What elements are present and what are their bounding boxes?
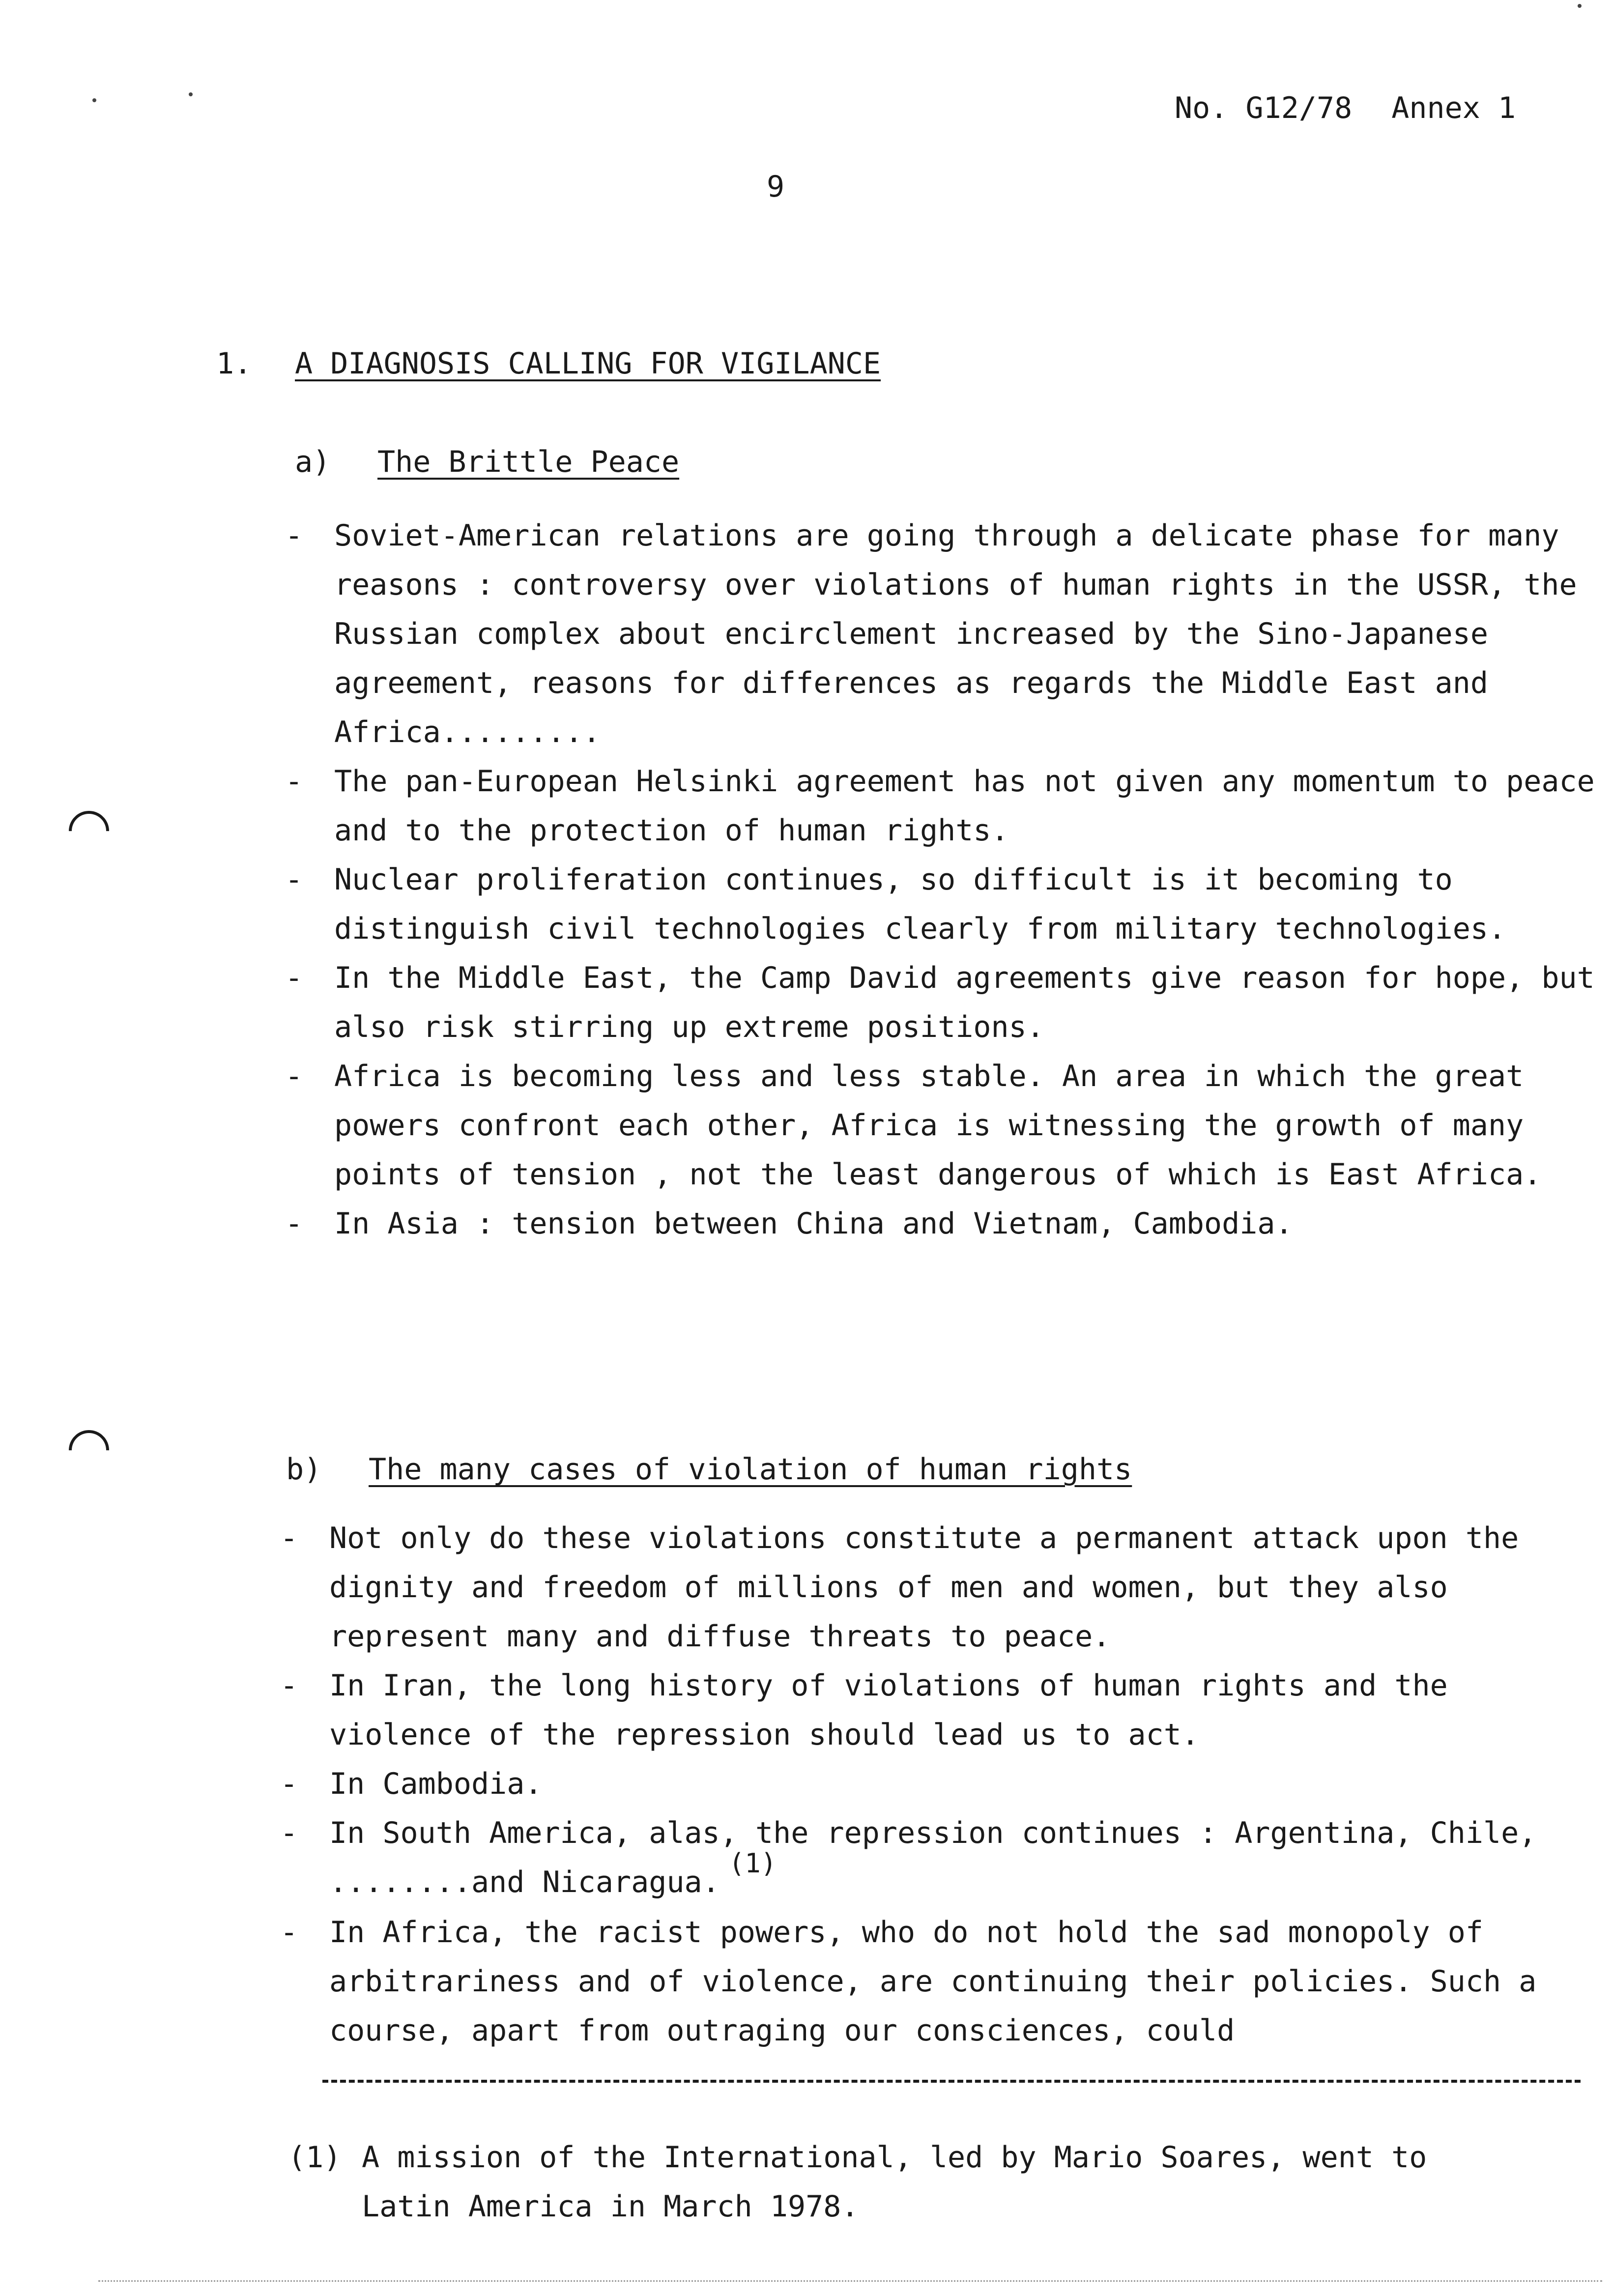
list-item: - In South America, alas, the repression continues : Argentina, Chile, ........and Nicaragua.(1)	[280, 1808, 1597, 1908]
subsection-b-label: b)	[286, 1452, 322, 1487]
list-item: - In Africa, the racist powers, who do not hold the sad monopoly of arbitrariness and of violence, are continuing their policies. Such a course, apart from outraging our consciences, could	[280, 1908, 1597, 2055]
list-item: - In Iran, the long history of violations of human rights and the violence of the repression should lead us to act.	[280, 1661, 1597, 1759]
page-bottom-edge	[98, 2280, 1602, 2282]
footnote	[288, 2133, 1595, 2231]
subsection-b-title: The many cases of violation of human rights	[369, 1452, 1132, 1487]
punch-hole-mark	[60, 1422, 117, 1479]
list-dash: -	[285, 764, 303, 799]
list-item: - In Asia : tension between China and Vietnam, Cambodia.	[285, 1199, 1602, 1248]
list-item: - In the Middle East, the Camp David agreements give reason for hope, but also risk stirring up extreme positions.	[285, 953, 1602, 1052]
subsection-a-list	[285, 511, 1602, 1248]
page-number: 9	[767, 170, 785, 204]
subsection-a-label: a)	[295, 445, 331, 479]
scan-speck	[1578, 4, 1582, 8]
footnote-line-1: A mission of the International, led by Mario Soares, went to	[362, 2140, 1427, 2175]
list-item: - The pan-European Helsinki agreement has not given any momentum to peace and to the protection of human rights.	[285, 757, 1602, 855]
section-title: A DIAGNOSIS CALLING FOR VIGILANCE	[295, 346, 881, 381]
doc-number: No. G12/78	[1175, 91, 1353, 125]
list-dash: -	[285, 518, 303, 553]
subsection-b-heading	[286, 1450, 1132, 1489]
footnote-reference: (1)	[728, 1848, 777, 1879]
subsection-a-title: The Brittle Peace	[377, 445, 680, 479]
list-dash: -	[280, 1767, 298, 1801]
subsection-b-list	[280, 1514, 1597, 2055]
annex-label: Annex 1	[1391, 91, 1516, 125]
list-item: - Soviet-American relations are going through a delicate phase for many reasons : controversy over violations of human rights in the USSR, the Russian complex about encirclement increased by the Sino-Japanese agreement, reasons for differences as regards the Middle East and Africa.........	[285, 511, 1602, 757]
list-item: - In Cambodia.	[280, 1759, 1597, 1808]
scan-speck	[92, 98, 96, 102]
list-item: - Not only do these violations constitute a permanent attack upon the dignity and freedom of millions of men and women, but they also represent many and diffuse threats to peace.	[280, 1514, 1597, 1661]
subsection-a-heading	[295, 442, 679, 482]
list-dash: -	[280, 1668, 298, 1703]
list-dash: -	[285, 862, 303, 897]
section-heading	[216, 344, 881, 383]
scan-speck	[189, 92, 193, 96]
footnote-mark: (1)	[288, 2140, 342, 2175]
list-dash: -	[280, 1816, 298, 1850]
list-item: - Africa is becoming less and less stable. An area in which the great powers confront each other, Africa is witnessing the growth of many points of tension , not the least dangerous of which is East Africa.	[285, 1052, 1602, 1199]
list-dash: -	[285, 1059, 303, 1093]
list-dash: -	[280, 1915, 298, 1950]
list-item: - Nuclear proliferation continues, so difficult is it becoming to distinguish civil technologies clearly from military technologies.	[285, 855, 1602, 953]
footnote-separator	[322, 2080, 1581, 2083]
section-number: 1.	[216, 346, 252, 381]
document-reference	[1175, 88, 1516, 128]
punch-hole-mark	[60, 803, 117, 860]
list-dash: -	[280, 1521, 298, 1555]
list-dash: -	[285, 961, 303, 995]
footnote-line-2: Latin America in March 1978.	[362, 2189, 859, 2224]
list-dash: -	[285, 1206, 303, 1241]
